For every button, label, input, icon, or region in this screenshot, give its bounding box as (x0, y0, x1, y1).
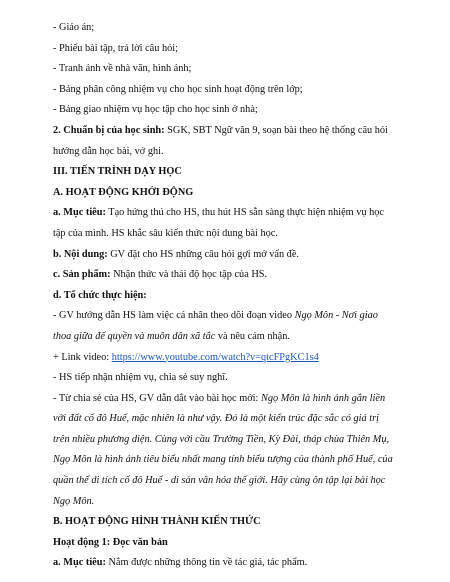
organization-heading: d. Tổ chức thực hiện: (53, 289, 147, 301)
section-3-heading: III. TIẾN TRÌNH DẠY HỌC (53, 166, 182, 178)
video-link[interactable]: https://www.youtube.com/watch?v=qtcFPgKC1s4 (111, 351, 319, 363)
student-preparation-label: 2. Chuẩn bị của học sinh: (53, 124, 165, 136)
goal-paragraph-2 (53, 553, 394, 574)
product-paragraph (53, 265, 394, 286)
bullet-pictures: - Tranh ảnh về nhà văn, hình ảnh; (53, 63, 192, 75)
goal-paragraph (53, 203, 394, 244)
content-text: GV đặt cho HS những câu hỏi gợi mở vấn đề. (107, 248, 299, 260)
video-title: Ngọ Môn - Nơi giao thoa giữa đế quyền và muôn dân xã tắc (53, 310, 378, 342)
activity-1-heading: Hoạt động 1: Đọc văn bản (53, 536, 168, 548)
video-instruction-end: và nêu cảm nhận. (215, 330, 290, 342)
content-paragraph (53, 245, 394, 266)
product-label: c. Sản phẩm: (53, 269, 111, 281)
section-a-heading: A. HOẠT ĐỘNG KHỞI ĐỘNG (53, 186, 194, 198)
goal-label: a. Mục tiêu: (53, 207, 106, 219)
student-response: - HS tiếp nhận nhiệm vụ, chia sẻ suy nghĩ. (53, 372, 228, 384)
goal-label-2: a. Mục tiêu: (53, 557, 106, 569)
bullet-homework-table: - Bảng giao nhiệm vụ học tập cho học sinh ở nhà; (53, 104, 258, 116)
product-text: Nhận thức và thái độ học tập của HS. (110, 269, 268, 281)
student-preparation (53, 121, 394, 162)
section-b-heading: B. HOẠT ĐỘNG HÌNH THÀNH KIẾN THỨC (53, 516, 261, 528)
goal-text-2: Nắm được những thông tin về tác giả, tác phẩm. (105, 557, 308, 569)
goal-text: Tạo hứng thú cho HS, thu hút HS sẵn sàng thực hiện nhiệm vụ học tập của mình. HS khắc sâu kiến thức nội dung bài học. (53, 207, 384, 239)
video-link-label: + Link video: (53, 351, 112, 363)
content-label: b. Nội dung: (53, 248, 108, 260)
student-preparation-text: SGK, SBT Ngữ văn 9, soạn bài theo hệ thống câu hỏi hướng dẫn học bài, vở ghi. (53, 124, 388, 157)
teacher-introduction-quote: Ngọ Môn là hình ảnh gắn liền với đất cố đô Huế, mặc nhiên là như vậy. Đó là một kiến trúc đặc sắc có giá trị trên nhiều phương diện. Cùng với cầu Trường Tiền, Kỳ Đài, tháp chùa Thiên Mụ, Ngọ Môn là hình ảnh tiêu biểu nhất mang tính biểu tượng của thành phố Huế, của quần thể di tích cố đô Huế - di sản văn hóa thế giới. Hãy cùng ôn tập lại bài học Ngọ Môn. (53, 392, 393, 507)
bullet-lesson-plan: - Giáo án; (53, 22, 95, 33)
teacher-introduction-text: - Từ chia sẻ của HS, GV dẫn dắt vào bài học mới: (53, 392, 261, 404)
teacher-video-instruction (53, 306, 394, 347)
video-instruction-text: - GV hướng dẫn HS làm việc cá nhân theo dõi đoạn video (53, 310, 295, 322)
video-link-line (53, 348, 394, 369)
bullet-worksheet: - Phiếu bài tập, trả lời câu hỏi; (53, 42, 178, 54)
teacher-introduction (53, 389, 394, 513)
bullet-task-assignment: - Bảng phân công nhiệm vụ cho học sinh hoạt động trên lớp; (53, 83, 303, 95)
